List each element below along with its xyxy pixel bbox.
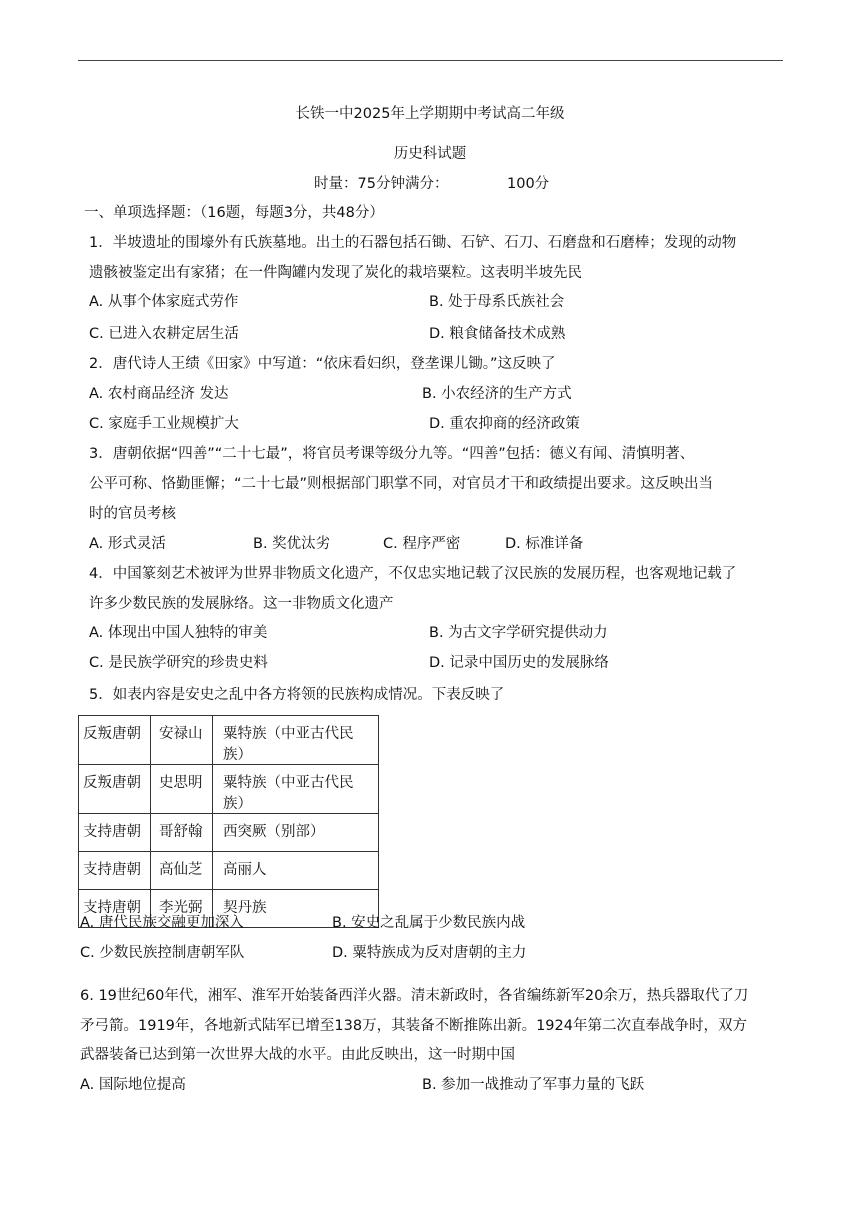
option-d: D. 粟特族成为反对唐朝的主力	[332, 945, 527, 961]
question-stem: 1．半坡遗址的围壕外有氏族墓地。出土的石器包括石锄、石铲、石刀、石磨盘和石磨棒；发现的动物	[89, 235, 737, 251]
table-cell: 高丽人	[213, 852, 379, 890]
option-d: D. 粮食储备技术成熟	[429, 326, 566, 342]
header-rule	[78, 60, 783, 61]
question-stem: 2．唐代诗人王绩《田家》中写道：“依床看妇织，登垄课儿锄。”这反映了	[89, 356, 556, 372]
table-cell: 支持唐朝	[79, 852, 151, 890]
table-cell: 粟特族（中亚古代民族）	[213, 765, 379, 814]
table-cell: 西突厥（别部）	[213, 814, 379, 852]
option-d: D. 记录中国历史的发展脉络	[429, 655, 609, 671]
option-b: B. 处于母系氏族社会	[429, 294, 565, 310]
option-b: B. 安史之乱属于少数民族内战	[332, 915, 526, 931]
option-c: C. 少数民族控制唐朝军队	[80, 945, 245, 961]
question-stem: 武器装备已达到第一次世界大战的水平。由此反映出，这一时期中国	[80, 1047, 515, 1063]
table-cell: 史思明	[151, 765, 213, 814]
table-cell: 契丹族	[213, 890, 379, 928]
question-stem: 矛弓箭。1919年，各地新式陆军已增至138万，其装备不断推陈出新。1924年第二次直奉战争时，双方	[80, 1018, 747, 1034]
question-stem: 时的官员考核	[89, 506, 176, 522]
option-c: C. 已进入农耕定居生活	[89, 326, 239, 342]
ethnicity-table	[78, 715, 379, 928]
table-row	[79, 716, 379, 765]
option-a: A. 国际地位提高	[80, 1077, 186, 1093]
table-cell: 支持唐朝	[79, 890, 151, 928]
option-b: B. 参加一战推动了军事力量的飞跃	[422, 1077, 645, 1093]
table-cell: 高仙芝	[151, 852, 213, 890]
table-row	[79, 852, 379, 890]
option-d: D. 标准详备	[505, 536, 584, 552]
question-stem: 遗骸被鉴定出有家猪；在一件陶罐内发现了炭化的栽培粟粒。这表明半坡先民	[89, 265, 582, 281]
section-heading: 一、单项选择题：（16题，每题3分，共48分）	[84, 205, 384, 221]
option-a: A. 农村商品经济 发达	[89, 386, 229, 402]
table-cell: 支持唐朝	[79, 814, 151, 852]
table-cell: 安禄山	[151, 716, 213, 765]
question-stem: 3．唐朝依据“四善”“二十七最”，将官员考课等级分九等。“四善”包括：德义有闻、清慎明著、	[89, 446, 695, 462]
option-b: B. 奖优汰劣	[253, 536, 331, 552]
table-cell: 粟特族（中亚古代民族）	[213, 716, 379, 765]
question-stem: 许多少数民族的发展脉络。这一非物质文化遗产	[89, 596, 394, 612]
table-row	[79, 814, 379, 852]
option-c: C. 是民族学研究的珍贵史料	[89, 655, 268, 671]
option-a: A. 唐代民族交融更加深入	[80, 915, 244, 931]
table-cell: 反叛唐朝	[79, 716, 151, 765]
option-a: A. 体现出中国人独特的审美	[89, 625, 268, 641]
score-info: 100分	[507, 176, 550, 192]
question-stem: 4．中国篆刻艺术被评为世界非物质文化遗产，不仅忠实地记载了汉民族的发展历程，也客观地记载了	[89, 566, 737, 582]
subject-title: 历史科试题	[393, 146, 467, 162]
option-d: D. 重农抑商的经济政策	[429, 416, 580, 432]
option-c: C. 家庭手工业规模扩大	[89, 416, 239, 432]
table-cell: 李光弼	[151, 890, 213, 928]
option-a: A. 形式灵活	[89, 536, 166, 552]
table-cell: 反叛唐朝	[79, 765, 151, 814]
option-b: B. 为古文字学研究提供动力	[429, 625, 608, 641]
exam-title: 长铁一中2025年上学期期中考试高二年级	[295, 106, 565, 122]
table-row	[79, 765, 379, 814]
time-info: 时量：75分钟满分：	[314, 176, 449, 192]
question-stem: 公平可称、恪勤匪懈；“二十七最”则根据部门职掌不同，对官员才干和政绩提出要求。这反映出当	[89, 476, 714, 492]
table-cell: 哥舒翰	[151, 814, 213, 852]
question-stem: 6. 19世纪60年代，湘军、淮军开始装备西洋火器。清末新政时，各省编练新军20余万，热兵器取代了刀	[80, 988, 749, 1004]
option-b: B. 小农经济的生产方式	[422, 386, 572, 402]
option-a: A. 从事个体家庭式劳作	[89, 294, 239, 310]
question-stem: 5．如表内容是安史之乱中各方将领的民族构成情况。下表反映了	[89, 687, 505, 703]
option-c: C. 程序严密	[383, 536, 461, 552]
